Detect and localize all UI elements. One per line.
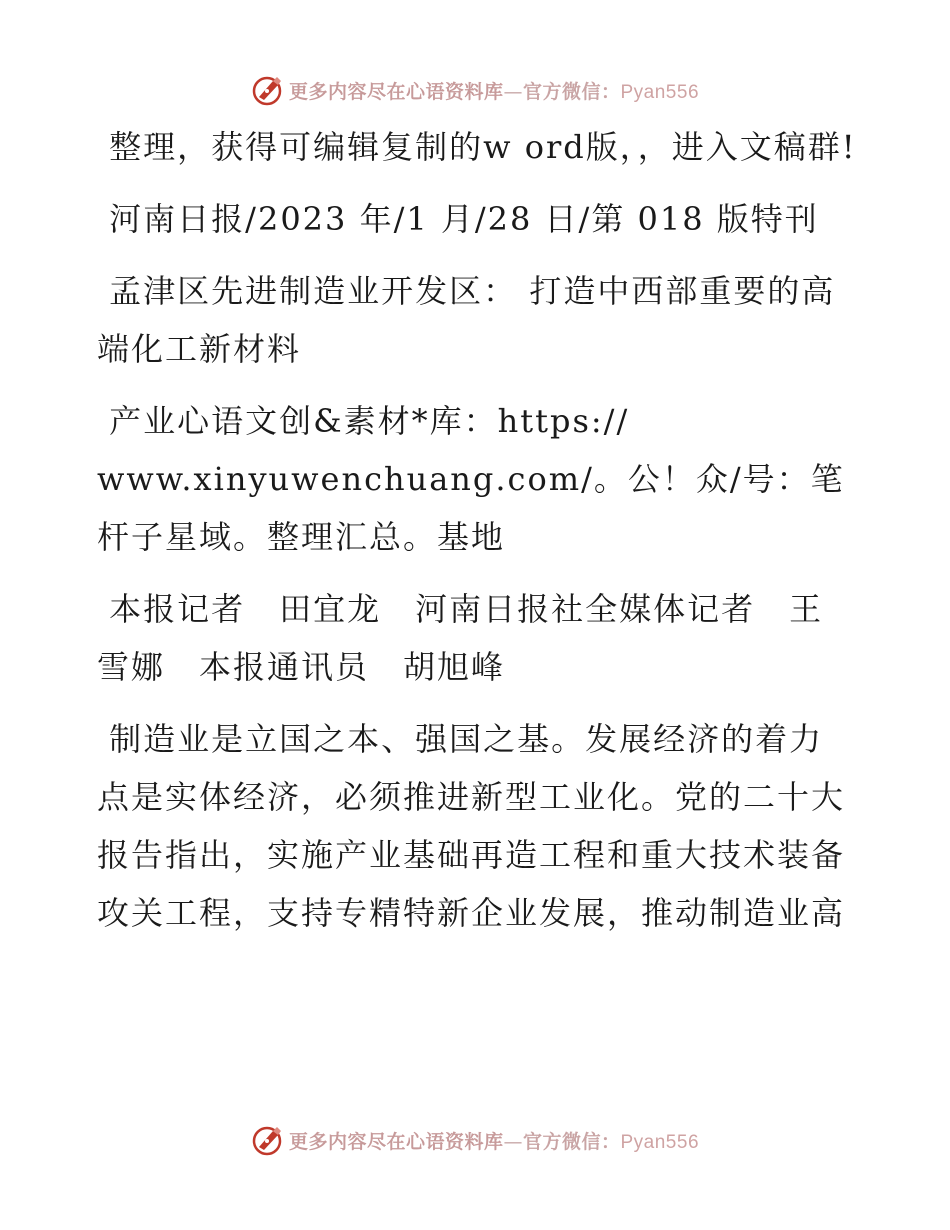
paragraph-intro: 整理，获得可编辑复制的w ord版，，进入文稿群! [97, 128, 857, 166]
paragraph-byline: 本报记者 田宜龙 河南日报社全媒体记者 王雪娜 本报通讯员 胡旭峰 [97, 590, 824, 686]
footer-watermark-banner [0, 1120, 950, 1160]
pen-nib-logo-icon [251, 73, 285, 107]
pen-nib-logo-icon [251, 1123, 285, 1157]
wechat-id: Pyan556 [620, 81, 700, 103]
wechat-label: 官方微信： [522, 80, 621, 103]
separator: — [503, 80, 523, 103]
paragraph-headline: 孟津区先进制造业开发区： 打造中西部重要的高端化工新材料 [97, 272, 836, 368]
brand-text: 更多内容尽在心语资料库 [288, 80, 504, 103]
wechat-id: Pyan556 [620, 1131, 700, 1153]
watermark-text [289, 77, 699, 104]
header-watermark-banner [0, 70, 950, 110]
document-body [97, 118, 857, 956]
wechat-label: 官方微信： [522, 1130, 621, 1153]
watermark-text [289, 1127, 699, 1154]
paragraph-source: 河南日报/2023 年/1 月/28 日/第 018 版特刊 [97, 200, 819, 238]
paragraph-body: 制造业是立国之本、强国之基。发展经济的着力点是实体经济，必须推进新型工业化。党的二十大报告指出，实施产业基础再造工程和重大技术装备攻关工程，支持专精特新企业发展，推动制造业高 [97, 720, 846, 932]
paragraph-notice: 产业心语文创&素材*库：https:// www.xinyuwenchuang.com/。公！众/号：笔杆子星域。整理汇总。基地 [97, 402, 845, 556]
separator: — [503, 1130, 523, 1153]
brand-text: 更多内容尽在心语资料库 [288, 1130, 504, 1153]
